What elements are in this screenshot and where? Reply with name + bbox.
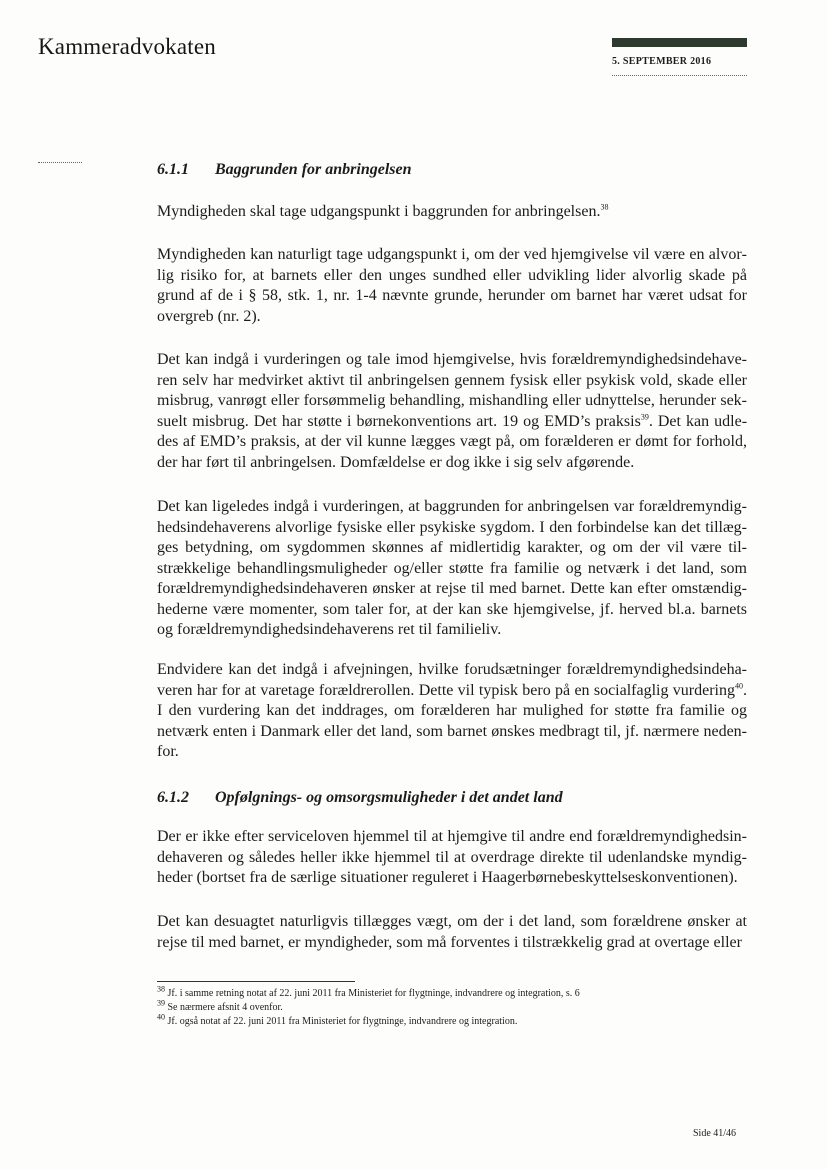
section-number: 6.1.2: [157, 789, 189, 806]
company-logo: Kammeradvokaten: [38, 34, 216, 59]
footnote-ref: 39: [640, 412, 649, 422]
paragraph-text: Det kan indgå i vurderingen og tale imod hjemgivelse, hvis forældremyndighedsindehaveren selv har medvirket aktivt til anbringelsen gennem fysisk eller psykisk vold, skade eller misbrug, vanrøgt eller forsømmelig behandling, mishandling eller udnyttelse, herunder seksuelt misbrug. Det har støtte i børnekonventions art. 19 og EMD’s praksis: [157, 351, 747, 430]
footnote-text: Jf. i samme retning notat af 22. juni 2011 fra Ministeriet for flygtninge, indvandrere og integration, s. 6: [167, 988, 580, 999]
section-heading: [157, 788, 563, 809]
footnote-number: 38: [157, 984, 165, 994]
paragraph-text: . Det kan udledes af EMD’s praksis, at der vil kunne lægges vægt på, om forælderen er dømt for forhold, der har ført til anbringelsen. Domfældelse er dog ikke i sig selv afgørende.: [157, 412, 748, 471]
paragraph-text: Endvidere kan det indgå i afvejningen, hvilke forudsætninger forældremyndighedsindehaveren har for at varetage forældrerollen. Dette vil typisk bero på en socialfaglig vurdering: [157, 661, 747, 699]
date-divider: [612, 75, 747, 76]
paragraph: Det kan desuagtet naturligvis tillægges vægt, om der i det land, som forældrene ønsker at rejse til med barnet, er myndigheder, som må forventes i tilstrækkelig grad at overtage eller: [157, 913, 747, 951]
paragraph: Der er ikke efter serviceloven hjemmel til at hjemgive til andre end forældremyndighedsindehaveren og således heller ikke hjemmel til at overdrage direkte til udenlandske myndigheder (bortset fra de særlige situationer reguleret i Haagerbørnebeskyttelseskonventionen).: [157, 828, 747, 886]
section-title: Opfølgnings- og omsorgsmuligheder i det andet land: [215, 789, 563, 806]
footnote: [157, 984, 747, 999]
document-date: 5. SEPTEMBER 2016: [612, 56, 712, 67]
paragraph: Det kan ligeledes indgå i vurderingen, at baggrunden for anbringelsen var forældremyndighedsindehaverens alvorlige fysiske eller psykiske sygdom. I den forbindelse kan det tillægges betydning, om sygdommen skønnes af midlertidig karakter, og om der vil være tilstrækkelige behandlingsmuligheder og/eller støtte fra familie og netværk i det land, som forældremyndighedsindehaveren ønsker at rejse til med barnet. Dette kan efter omstændighederne være momenter, som taler for, at der kan ske hjemgivelse, jf. herved bl.a. barnets og forældremyndighedsindehaverens ret til familieliv.: [157, 498, 747, 638]
footnote: [157, 1012, 747, 1027]
footnote-text: Se nærmere afsnit 4 ovenfor.: [167, 1002, 283, 1013]
footnote-number: 40: [157, 1012, 165, 1022]
footnote-ref: 38: [600, 202, 609, 212]
footnote-divider: [157, 981, 355, 982]
footnote: [157, 998, 747, 1013]
section-number: 6.1.1: [157, 161, 189, 178]
footnote-ref: 40: [735, 681, 743, 691]
section-title: Baggrunden for anbringelsen: [215, 161, 412, 178]
paragraph-text: Myndigheden skal tage udgangspunkt i baggrunden for anbringelsen.: [157, 203, 601, 220]
paragraph: [157, 660, 747, 763]
footnote-number: 39: [157, 998, 165, 1008]
paragraph-text: . I den vurdering kan det inddrages, om forælderen har mulighed for støtte fra familie og netværk enten i Danmark eller det land, som barnet ønskes medbragt til, jf. nærmere nedenfor.: [157, 681, 747, 760]
paragraph: Myndigheden kan naturligt tage udgangspunkt i, om der ved hjemgivelse vil være en alvorlig risiko for, at barnets eller den unges sundhed eller udvikling lider alvorlig skade på grund af de i § 58, stk. 1, nr. 1-4 nævnte grunde, herunder om barnet har været udsat for overgreb (nr. 2).: [157, 246, 747, 325]
margin-divider: [38, 162, 82, 163]
paragraph: [157, 202, 747, 223]
header-bar: [612, 38, 747, 47]
page-number: Side 41/46: [693, 1128, 737, 1139]
paragraph: [157, 350, 747, 473]
footnote-text: Jf. også notat af 22. juni 2011 fra Ministeriet for flygtninge, indvandrere og integration.: [167, 1016, 518, 1027]
section-heading: [157, 160, 412, 181]
